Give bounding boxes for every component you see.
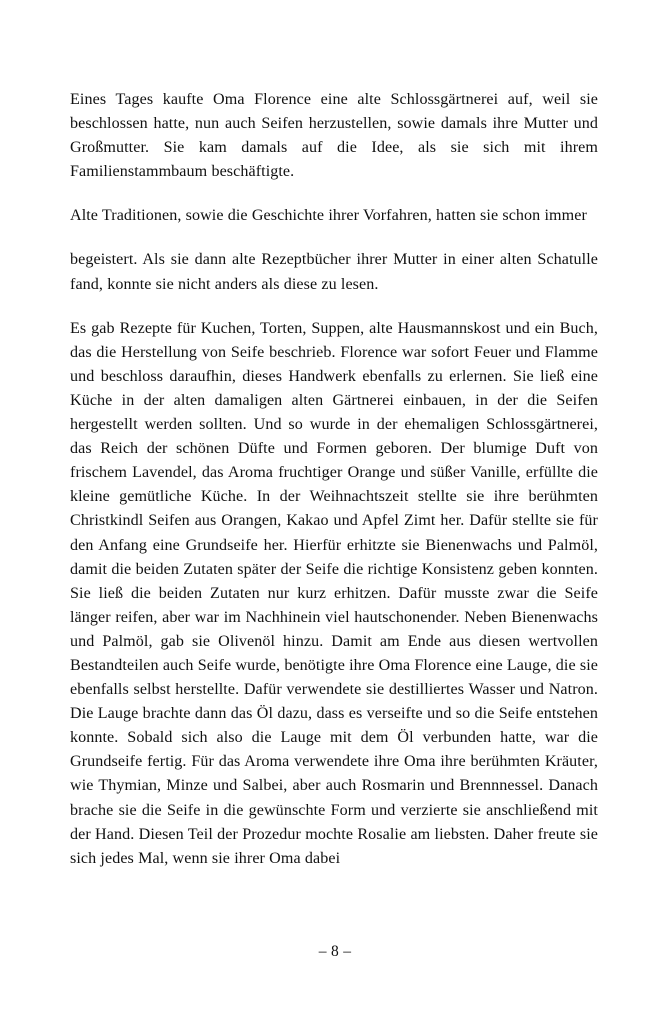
page-number: – 8 – <box>318 943 352 960</box>
body-paragraph-1: Eines Tages kaufte Oma Florence eine alte Schlossgärtnerei auf, weil sie beschlossen hatte, nun auch Seifen herzustellen, sowie damals ihre Mutter und Großmutter. Sie kam damals auf die Idee, als sie sich mit ihrem Familienstammbaum beschäftigte. <box>70 91 598 181</box>
body-paragraph-4: Es gab Rezepte für Kuchen, Torten, Suppen, alte Hausmannskost und ein Buch, das die Herstellung von Seife beschrieb. Florence war sofort Feuer und Flamme und beschloss daraufhin, dieses Handwerk ebenfalls zu erlernen. Sie ließ eine Küche in der alten damaligen alten Gärtnerei einbauen, in der die Seifen hergestellt werden sollten. Und so wurde in der ehemaligen Schlossgärtnerei, das Reich der schönen Düfte und Formen geboren. Der blumige Duft von frischem Lavendel, das Aroma fruchtiger Orange und süßer Vanille, erfüllte die kleine gemütliche Küche. In der Weihnachtszeit stellte sie ihre berühmten Christkindl Seifen aus Orangen, Kakao und Apfel Zimt her. Dafür stellte sie für den Anfang eine Grundseife her. Hierfür erhitzte sie Bienenwachs und Palmöl, damit die beiden Zutaten später der Seife die richtige Konsistenz geben konnten. Sie ließ die beiden Zutaten nur kurz erhitzen. Dafür musste zwar die Seife länger reifen, aber war im Nachhinein viel hautschonender. Neben Bienenwachs und Palmöl, gab sie Olivenöl hinzu. Damit am Ende aus diesen wertvollen Bestandteilen auch Seife wurde, benötigte ihre Oma Florence eine Lauge, die sie ebenfalls selbst herstellte. Dafür verwendete sie destilliertes Wasser und Natron. Die Lauge brachte dann das Öl dazu, dass es verseifte und so die Seife entstehen konnte. Sobald sich also die Lauge mit dem Öl verbunden hatte, war die Grundseife fertig. Für das Aroma verwendete ihre Oma ihre berühmten Kräuter, wie Thymian, Minze und Salbei, aber auch Rosmarin und Brennnessel. Danach brache sie die Seife in die gewünschte Form und verzierte sie anschließend mit der Hand. Diesen Teil der Prozedur mochte Rosalie am liebsten. Daher freute sie sich jedes Mal, wenn sie ihrer Oma dabei <box>70 319 598 867</box>
body-paragraph-2: Alte Traditionen, sowie die Geschichte ihrer Vorfahren, hatten sie schon immer <box>70 207 587 225</box>
body-paragraph-3: begeistert. Als sie dann alte Rezeptbücher ihrer Mutter in einer alten Schatulle fand, konnte sie nicht anders als diese zu lesen. <box>70 251 598 293</box>
page-text-column <box>70 88 598 871</box>
